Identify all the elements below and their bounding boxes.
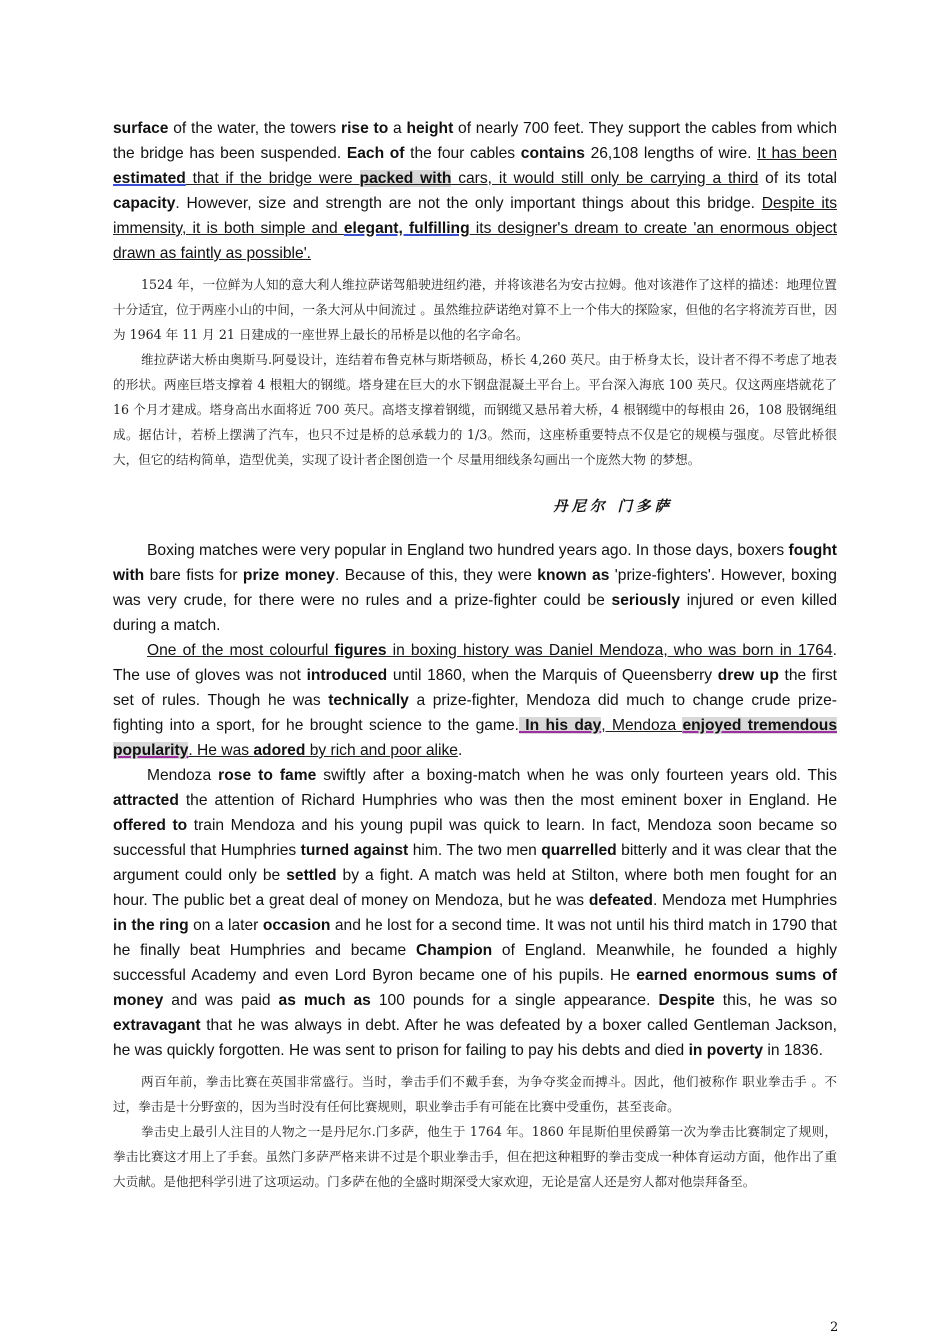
vocab: height — [406, 120, 454, 137]
vocab: attracted — [113, 792, 179, 809]
text: a prize-fighter, Mendoza did much to change crude prize-fighting into a sport, for he brought science to the game. — [113, 692, 837, 734]
vocab: offered to — [113, 817, 188, 834]
text: and he lost for a second time. It was not until his third match in 1790 that he finally beat Humphries and became — [113, 917, 837, 959]
text: in 1836. — [763, 1042, 823, 1059]
text: the four cables — [404, 145, 521, 162]
vocab: extravagant — [113, 1017, 201, 1034]
underlined-text: in boxing history was Daniel Mendoza, who was born in 1764 — [386, 642, 833, 659]
paragraph-boxing-2 — [113, 638, 837, 763]
text: . — [457, 742, 463, 759]
text: a — [388, 120, 407, 137]
vocab: turned against — [300, 842, 409, 859]
text: on a later — [188, 917, 263, 934]
vocab-underlined: estimated — [113, 170, 186, 187]
text: injured or even killed during a match. — [113, 592, 837, 634]
vocab-highlighted: enjoyed tremendous popularity — [113, 717, 837, 759]
vocab-underlined: adored — [253, 742, 306, 759]
text: swiftly after a boxing-match when he was only fourteen years old. This — [316, 767, 837, 784]
text: Mendoza — [147, 767, 219, 784]
text: . Because of this, they were — [334, 567, 538, 584]
paragraph-bridge-chinese-1: 1524 年，一位鲜为人知的意大利人维拉萨诺驾船驶进纽约港，并将该港名为安古拉姆。他对该港作了这样的描述：地理位置十分适宜，位于两座小山的中间，一条大河从中间流过 。虽然维拉萨诺绝对算不上一个伟大的探险家，但他的名字将流芳百世，因为 1964 年 11 月 21 日建成的一座世界上最长的吊桥是以他的名字命名。 — [113, 277, 837, 342]
text: 'prize-fighters'. However, boxing was very crude, for there were no rules and a prize-fighter could be — [113, 567, 837, 609]
paragraph-bridge-chinese-2: 维拉萨诺大桥由奥斯马.阿曼设计，连结着布鲁克林与斯塔顿岛，桥长 4,260 英尺。由于桥身太长，设计者不得不考虑了地表的形状。两座巨塔支撑着 4 根粗大的钢缆。塔身建在巨大的水下钢盘混凝土平台上。平台深入海底 100 英尺。仅这两座塔就花了 16 个月才建成。塔身高出水面将近 700 英尺。高塔支撑着钢缆，而钢缆又悬吊着大桥，4 根钢缆中的每根由 26，108 股钢绳组成。据估计，若桥上摆满了汽车，也只不过是桥的总承载力的 1/3。然而，这座桥重要特点不仅是它的规模与强度。尽管此桥很大，但它的结构简单，造型优美，实现了设计者企图创造一个 尽量用细线条勾画出一个庞然大物 的梦想。 — [113, 352, 837, 467]
text: 100 pounds for a single appearance. — [370, 992, 659, 1009]
vocab-highlighted: In his day — [518, 717, 602, 734]
document-page — [113, 116, 837, 1194]
vocab: rose to fame — [218, 767, 317, 784]
section-heading: 丹尼尔 门多萨 — [553, 498, 674, 515]
underlined-text: , Mendoza — [601, 717, 683, 734]
underlined-text: One of the most colourful — [147, 642, 335, 659]
underlined-text: Despite its immensity, it is both simple and — [113, 195, 837, 237]
text: . However, size and strength are not the only important things about this bridge. — [175, 195, 762, 212]
vocab: defeated — [588, 892, 653, 909]
paragraph-bridge-english — [113, 116, 837, 266]
text: of the water, the towers — [168, 120, 342, 137]
text: . Mendoza met Humphries — [652, 892, 837, 909]
page-number: 2 — [830, 1320, 839, 1335]
vocab: in the ring — [113, 917, 189, 934]
text: him. The two men — [408, 842, 542, 859]
vocab: earned enormous sums of money — [113, 967, 837, 1009]
vocab: known as — [537, 567, 610, 584]
underlined-text: . He was — [188, 742, 254, 759]
text: of England. Meanwhile, he founded a highly successful Academy and even Lord Byron became one of his pupils. He — [113, 942, 837, 984]
vocab: Each of — [346, 145, 405, 162]
text: . The use of gloves was not — [113, 642, 837, 684]
paragraph-boxing-3 — [113, 763, 837, 1063]
vocab: contains — [520, 145, 585, 162]
text: the attention of Richard Humphries who was then the most eminent boxer in England. He — [178, 792, 837, 809]
vocab: seriously — [611, 592, 680, 609]
vocab: occasion — [262, 917, 331, 934]
vocab: fought with — [113, 542, 837, 584]
text: 26,108 lengths of wire. — [584, 145, 758, 162]
text: that he was always in debt. After he was defeated by a boxer called Gentleman Jackson, he was quickly forgotten. He was sent to prison for failing to pay his debts and died — [113, 1017, 837, 1059]
vocab: capacity — [113, 195, 176, 212]
vocab: Champion — [415, 942, 493, 959]
vocab: drew up — [717, 667, 779, 684]
text: train Mendoza and his young pupil was quick to learn. In fact, Mendoza soon became so successful that Humphries — [113, 817, 838, 859]
text: bitterly and it was clear that the argument could only be — [113, 842, 837, 884]
paragraph-boxing-1 — [113, 538, 837, 638]
text: this, he was so — [714, 992, 837, 1009]
vocab: Despite — [658, 992, 715, 1009]
underlined-text: cars, it would still only be carrying a third — [451, 170, 759, 187]
underlined-text: It has been — [757, 145, 837, 162]
text: the first set of rules. Though he was — [113, 667, 838, 709]
vocab: settled — [286, 867, 337, 884]
text: bare fists for — [144, 567, 243, 584]
vocab: as much as — [278, 992, 371, 1009]
vocab: quarrelled — [541, 842, 617, 859]
vocab: introduced — [306, 667, 388, 684]
vocab-highlighted: packed with — [359, 170, 452, 187]
underlined-text: that if the bridge were — [185, 170, 360, 187]
text: and was paid — [163, 992, 279, 1009]
vocab-underlined: figures — [334, 642, 387, 659]
vocab-underlined: elegant, fulfilling — [343, 220, 470, 237]
vocab: surface — [113, 120, 169, 137]
vocab: in poverty — [688, 1042, 764, 1059]
vocab: prize money — [242, 567, 335, 584]
paragraph-boxing-chinese-1: 两百年前，拳击比赛在英国非常盛行。当时，拳击手们不戴手套，为争夺奖金而搏斗。因此，他们被称作 职业拳击手 。不过，拳击是十分野蛮的，因为当时没有任何比赛规则，职业拳击手有可能在比赛中受重伤，甚至丧命。 — [113, 1074, 837, 1114]
vocab: technically — [328, 692, 409, 709]
text: Boxing matches were very popular in England two hundred years ago. In those days, boxers — [147, 542, 789, 559]
text: until 1860, when the Marquis of Queensberry — [387, 667, 718, 684]
underlined-text: by rich and poor alike — [305, 742, 458, 759]
text: of nearly 700 feet. They support the cables from which the bridge has been suspended. — [113, 120, 838, 162]
paragraph-boxing-chinese-2: 拳击史上最引人注目的人物之一是丹尼尔.门多萨，他生于 1764 年。1860 年昆斯伯里侯爵第一次为拳击比赛制定了规则，拳击比赛这才用上了手套。虽然门多萨严格来讲不过是个职业拳击手，但在把这种粗野的拳击变成一种体育运动方面，他作出了重大贡献。是他把科学引进了这项运动。门多萨在他的全盛时期深受大家欢迎，无论是富人还是穷人都对他崇拜备至。 — [113, 1124, 837, 1189]
underlined-text: its designer's dream to create 'an enormous object drawn as faintly as possible'. — [113, 220, 837, 262]
vocab: rise to — [341, 120, 389, 137]
text: of its total — [758, 170, 837, 187]
text: by a fight. A match was held at Stilton, where both men fought for an hour. The public bet a great deal of money on Mendoza, but he was — [113, 867, 837, 909]
